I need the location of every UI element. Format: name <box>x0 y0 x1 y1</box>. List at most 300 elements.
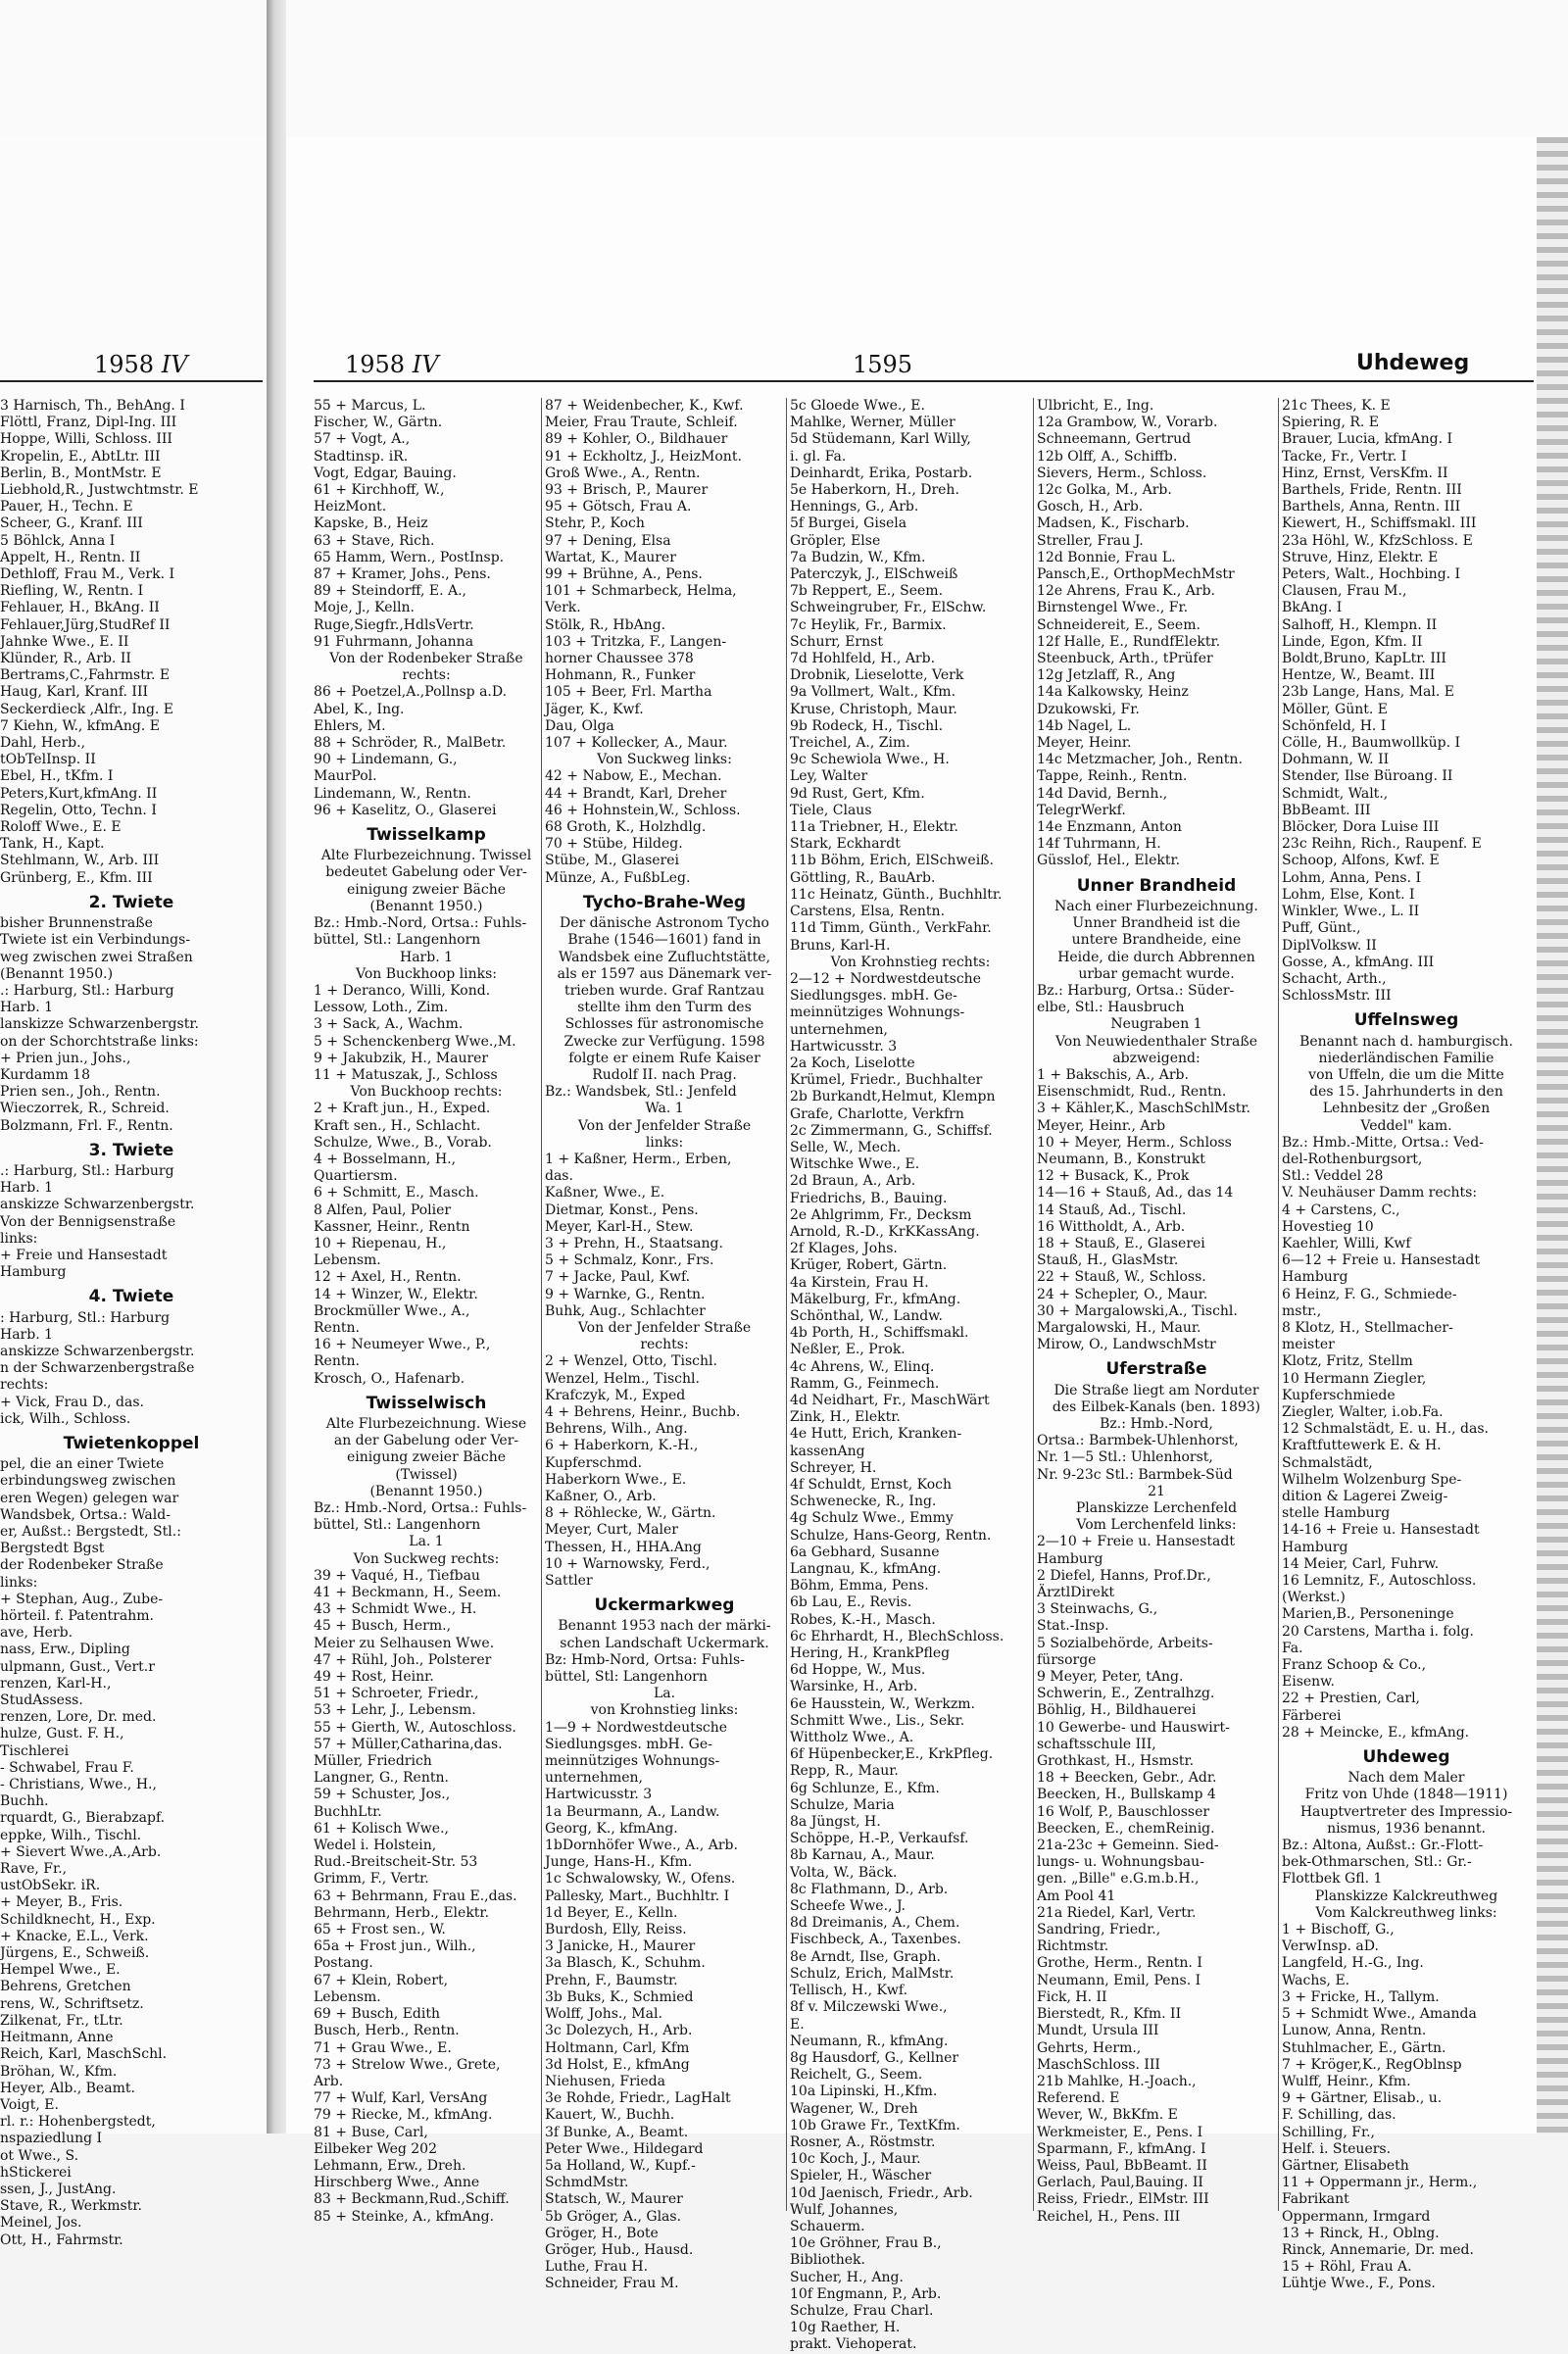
entry-line: Ott, H., Fahrmstr. <box>0 2231 123 2248</box>
entry-line: Kraft sen., H., Schlacht. <box>314 1117 481 1134</box>
street-note: (Benannt 1950.) <box>369 1483 483 1499</box>
entry-line: 41 + Beckmann, H., Seem. <box>314 1585 502 1601</box>
entry-line: Meyer, Karl-H., Stew. <box>545 1218 694 1235</box>
entry-line: Hamburg <box>1282 1539 1348 1555</box>
entry-line: Kiewert, H., Schiffsmakl. III <box>1282 515 1477 532</box>
entry-line: weg zwischen zwei Straßen <box>0 949 193 965</box>
entry-line: 12b Olff, A., Schiffb. <box>1037 448 1178 465</box>
street-note: Von Suckweg links: <box>597 752 732 768</box>
entry-line: Harb. 1 <box>0 1326 54 1343</box>
entry-line: 45 + Busch, Herm., <box>314 1618 452 1635</box>
street-note: Die Straße liegt am Norduter <box>1054 1382 1259 1398</box>
entry-line: Burdosh, Elly, Reiss. <box>545 1922 687 1938</box>
entry-line: Lebensm. <box>314 1988 381 2005</box>
entry-line: 1d Beyer, E., Kelln. <box>545 1904 678 1921</box>
entry-line: : Harburg, Stl.: Harburg <box>0 1309 171 1326</box>
entry-line: 55 + Marcus, L. <box>314 398 426 414</box>
entry-line: Eisenw. <box>1282 1674 1335 1691</box>
entry-line: Bz.: Hmb.-Nord, Ortsa.: Fuhls- <box>314 915 527 932</box>
entry-line: Behrens, Wilh., Ang. <box>545 1421 688 1438</box>
entry-line: 4 + Carstens, C., <box>1282 1202 1400 1218</box>
entry-line: erbindungsweg zwischen <box>0 1473 176 1490</box>
entry-line: eppke, Wilh., Tischl. <box>0 1827 142 1843</box>
street-note: rechts: <box>640 1337 689 1353</box>
entry-line: Dietmar, Konst., Pens. <box>545 1202 699 1218</box>
entry-line: 86 + Poetzel,A.,Pollnsp a.D. <box>314 684 508 701</box>
entry-line: Bergstedt Bgst <box>0 1541 105 1557</box>
street-note: Von Neuwiedenthaler Straße <box>1054 1033 1258 1050</box>
entry-line: 51 + Schroeter, Friedr., <box>314 1686 479 1702</box>
entry-line: 12e Ahrens, Frau K., Arb. <box>1037 583 1215 600</box>
right-header-year: 1958 <box>345 351 406 378</box>
entry-line: Niehusen, Frieda <box>545 2073 665 2089</box>
entry-line: Ebel, H., tKfm. I <box>0 768 114 785</box>
entry-line: E. <box>790 2016 805 2033</box>
entry-line: 11d Timm, Günth., VerkFahr. <box>790 920 992 937</box>
entry-line: Schmalstädt, <box>1282 1454 1373 1471</box>
entry-line: Robes, K.-H., Masch. <box>790 1611 936 1628</box>
entry-line: rl. r.: Hohenbergstedt, <box>0 2114 156 2131</box>
entry-line: 2 + Wenzel, Otto, Tischl. <box>545 1353 717 1370</box>
entry-line: Hennings, G., Arb. <box>790 499 919 515</box>
entry-line: Mundt, Ursula III <box>1037 2023 1159 2039</box>
entry-line: Harb. 1 <box>0 1000 54 1016</box>
entry-line: lungs- u. Wohnungsbau- <box>1037 1854 1204 1871</box>
entry-line: 9b Rodeck, H., Tischl. <box>790 717 944 734</box>
entry-line: 49 + Rost, Heinr. <box>314 1669 434 1686</box>
entry-line: Rosner, A., Röstmstr. <box>790 2133 936 2150</box>
street-heading: Uffelnsweg <box>1353 1010 1459 1031</box>
entry-line: Bz: Hmb-Nord, Ortsa: Fuhls- <box>545 1651 745 1668</box>
street-heading: 4. Twiete <box>88 1287 174 1307</box>
entry-line: 10f Engmann, P., Arb. <box>790 2285 942 2302</box>
entry-line: 3 Harnisch, Th., BehAng. I <box>0 398 185 414</box>
entry-line: Stender, Ilse Büroang. II <box>1282 768 1453 785</box>
entry-line: Langfeld, H.-G., Ing. <box>1282 1955 1424 1972</box>
entry-line: 5 + Schenckenberg Wwe.,M. <box>314 1033 516 1050</box>
entry-line: Bruns, Karl-H. <box>790 937 891 954</box>
entry-line: renzen, Karl-H., <box>0 1675 112 1692</box>
entry-line: Witschke Wwe., E. <box>790 1156 920 1173</box>
entry-line: Cölle, H., Baumwollküp. I <box>1282 735 1461 752</box>
entry-line: Ramm, G., Feinmech. <box>790 1375 940 1392</box>
entry-line: 21a Riedel, Karl, Vertr. <box>1037 1904 1197 1921</box>
entry-line: Verk. <box>545 600 581 616</box>
entry-line: ot Wwe., S. <box>0 2147 79 2164</box>
entry-line: + Prien jun., Johs., <box>0 1050 131 1066</box>
entry-line: 18 + Stauß, E., Glaserei <box>1037 1235 1205 1251</box>
entry-line: Kropelin, E., AbtLtr. III <box>0 448 161 465</box>
street-note: Wandsbek eine Zufluchtstätte, <box>558 949 771 965</box>
entry-line: 97 + Dening, Elsa <box>545 532 671 549</box>
entry-line: SchmdMstr. <box>545 2175 629 2191</box>
entry-line: 99 + Brühne, A., Pens. <box>545 566 703 583</box>
street-note: Von der Jenfelder Straße <box>577 1319 752 1336</box>
entry-line: + Sievert Wwe.,A.,Arb. <box>0 1843 162 1860</box>
entry-line: Lohm, Anna, Pens. I <box>1282 869 1422 886</box>
entry-line: Grünberg, E., Kfm. III <box>0 869 153 886</box>
entry-line: 39 + Vaqué, H., Tiefbau <box>314 1567 480 1584</box>
street-note: Von Buckhoop links: <box>356 965 497 982</box>
entry-line: 3a Blasch, K., Schuhm. <box>545 1955 706 1972</box>
street-heading: Twisselwisch <box>366 1393 487 1413</box>
entry-line: + Meyer, B., Fris. <box>0 1894 123 1911</box>
entry-line: Postang. <box>314 1955 373 1972</box>
entry-line: 7d Hohlfeld, H., Arb. <box>790 651 936 667</box>
entry-line: 69 + Busch, Edith <box>314 2006 440 2023</box>
entry-line: Schmidt, Walt., <box>1282 785 1389 802</box>
entry-line: Pansch,E., OrthopMechMstr <box>1037 566 1235 583</box>
entry-line: Lühtje Wwe., F., Pons. <box>1282 2276 1436 2292</box>
entry-line: Tischlerei <box>0 1742 70 1759</box>
entry-line: 63 + Behrmann, Frau E.,das. <box>314 1888 517 1904</box>
street-note: stellte ihm den Turm des <box>577 1000 752 1016</box>
entry-line: 96 + Kaselitz, O., Glaserei <box>314 802 497 818</box>
street-note: Von Buckhoop rechts: <box>350 1084 503 1101</box>
entry-line: Münze, A., FußbLeg. <box>545 869 691 886</box>
entry-line: Scheer, G., Kranf. III <box>0 515 143 532</box>
entry-line: 21b Mahlke, H.-Joach., <box>1037 2073 1197 2089</box>
entry-line: bisher Brunnenstraße <box>0 915 153 932</box>
entry-line: Fischer, W., Gärtn. <box>314 415 443 431</box>
entry-line: Dau, Olga <box>545 717 614 734</box>
entry-line: Pauer, H., Techn. E <box>0 499 133 515</box>
street-heading: 3. Twiete <box>88 1140 174 1160</box>
entry-line: 10 Gewerbe- und Hauswirt- <box>1037 1719 1230 1736</box>
entry-line: 11 + Oppermann jr., Herm., <box>1282 2175 1478 2191</box>
entry-line: 8f v. Milczewski Wwe., <box>790 1999 948 2016</box>
entry-line: ustObSekr. iR. <box>0 1878 101 1894</box>
street-heading: Unner Brandheid <box>1076 875 1237 896</box>
entry-line: kassenAng <box>790 1443 865 1459</box>
entry-line: Mahlke, Werner, Müller <box>790 415 956 431</box>
entry-line: 43 + Schmidt Wwe., H. <box>314 1601 477 1618</box>
entry-line: Schauerm. <box>790 2218 865 2234</box>
entry-line: 2—10 + Freie u. Hansestadt <box>1037 1534 1235 1550</box>
entry-line: Linde, Egon, Kfm. II <box>1282 633 1423 650</box>
entry-line: Von der Bennigsenstraße <box>0 1213 176 1230</box>
entry-line: 63 + Stave, Rich. <box>314 532 435 549</box>
street-note: schen Landschaft Uckermark. <box>560 1635 769 1651</box>
entry-line: 91 Fuhrmann, Johanna <box>314 633 474 650</box>
entry-line: 42 + Nabow, E., Mechan. <box>545 768 722 785</box>
entry-line: 1a Beurmann, A., Landw. <box>545 1803 720 1820</box>
entry-line: 5c Gloede Wwe., E. <box>790 398 925 414</box>
page-number: 1595 <box>853 351 913 378</box>
entry-line: Beecken, H., Bullskamp 4 <box>1037 1787 1216 1803</box>
entry-line: Carstens, Elsa, Rentn. <box>790 904 946 920</box>
entry-line: Deinhardt, Erika, Postarb. <box>790 465 973 481</box>
entry-line: Stehr, P., Koch <box>545 515 645 532</box>
entry-line: Steenbuck, Arth., tPrüfer <box>1037 651 1213 667</box>
entry-line: 12a Grambow, W., Vorarb. <box>1037 415 1218 431</box>
entry-line: nass, Erw., Dipling <box>0 1642 130 1658</box>
street-note: niederländischen Familie <box>1318 1050 1494 1066</box>
entry-line: 6c Ehrhardt, H., BlechSchloss. <box>790 1628 1004 1644</box>
entry-line: stelle Hamburg <box>1282 1505 1391 1522</box>
entry-line: 90 + Lindemann, G., <box>314 752 458 768</box>
entry-line: Bolzmann, Frl. F., Rentn. <box>0 1117 173 1134</box>
street-note: Nach dem Maler <box>1348 1770 1465 1787</box>
entry-line: Lebensm. <box>314 1252 381 1269</box>
street-heading: Twisselkamp <box>367 825 486 846</box>
entry-line: Haug, Karl, Kranf. III <box>0 684 148 701</box>
entry-line: unternehmen, <box>545 1770 643 1787</box>
entry-line: 4f Schuldt, Ernst, Koch <box>790 1477 952 1493</box>
entry-line: 101 + Schmarbeck, Helma, <box>545 583 737 600</box>
entry-line: Madsen, K., Fischarb. <box>1037 515 1190 532</box>
street-note: Veddel" kam. <box>1360 1117 1452 1134</box>
entry-line: 10e Gröhner, Frau B., <box>790 2235 942 2252</box>
entry-line: 107 + Kollecker, A., Maur. <box>545 735 728 752</box>
street-note: La. <box>653 1686 676 1702</box>
entry-line: Gehrts, Herm., <box>1037 2039 1142 2056</box>
entry-line: tObTelInsp. II <box>0 752 96 768</box>
entry-line: 81 + Buse, Carl, <box>314 2124 428 2140</box>
entry-line: 12 Schmalstädt, E. u. H., das. <box>1282 1421 1489 1438</box>
entry-line: ick, Wilh., Schloss. <box>0 1410 131 1427</box>
entry-line: HeizMont. <box>314 499 387 515</box>
entry-line: 70 + Stübe, Hildeg. <box>545 836 683 853</box>
entry-line: Fick, H. II <box>1037 1988 1107 2005</box>
right-header-volume: IV <box>412 351 439 378</box>
entry-line: 23a Höhl, W., KfzSchloss. E <box>1282 532 1473 549</box>
street-note: Schlosses für astronomische <box>564 1016 764 1033</box>
right-page <box>286 137 1550 2353</box>
entry-line: links: <box>0 1574 38 1591</box>
entry-line: Meier, Frau Traute, Schleif. <box>545 415 738 431</box>
entry-line: 105 + Beer, Frl. Martha <box>545 684 712 701</box>
left-page <box>0 137 267 2248</box>
entry-line: Bz.: Altona, Außst.: Gr.-Flott- <box>1282 1838 1484 1854</box>
entry-line: Gärtner, Elisabeth <box>1282 2157 1409 2174</box>
entry-line: Sucher, H., Ang. <box>790 2269 904 2285</box>
entry-line: 8a Jüngst, H. <box>790 1814 881 1831</box>
entry-line: + Freie und Hansestadt <box>0 1247 168 1263</box>
column-divider-4 <box>1278 398 1279 2211</box>
entry-line: Heyer, Alb., Beamt. <box>0 2080 135 2096</box>
entry-line: Flottbek Gfl. 1 <box>1282 1871 1383 1888</box>
entry-line: fürsorge <box>1037 1651 1097 1668</box>
entry-line: 89 + Kohler, O., Bildhauer <box>545 431 728 448</box>
entry-line: Prehn, F., Baumstr. <box>545 1972 678 1988</box>
entry-line: Färberei <box>1282 1707 1342 1724</box>
entry-line: 4d Neidhart, Fr., MaschWärt <box>790 1392 990 1408</box>
entry-line: Tiele, Claus <box>790 802 872 818</box>
directory-column-4 <box>1037 398 1276 2226</box>
entry-line: Lunow, Anna, Rentn. <box>1282 2023 1427 2039</box>
entry-line: 21c Thees, K. E <box>1282 398 1391 414</box>
entry-line: 8d Dreimanis, A., Chem. <box>790 1915 960 1932</box>
entry-line: 24 + Schepler, O., Maur. <box>1037 1286 1208 1302</box>
entry-line: Arnold, R.-D., KrKKassAng. <box>790 1223 980 1240</box>
entry-line: MaschSchloss. III <box>1037 2056 1160 2073</box>
entry-line: Dahl, Herb., <box>0 735 86 752</box>
entry-line: BkAng. I <box>1282 600 1343 616</box>
entry-line: Krosch, O., Hafenarb. <box>314 1370 466 1387</box>
entry-line: Wachs, E. <box>1282 1972 1350 1988</box>
entry-line: 3 + Prehn, H., Staatsang. <box>545 1235 723 1251</box>
entry-line: Sandring, Friedr., <box>1037 1922 1161 1938</box>
entry-line: 16 + Neumeyer Wwe., P., <box>314 1337 491 1353</box>
entry-line: DiplVolksw. II <box>1282 937 1377 954</box>
entry-line: 21a-23c + Gemeinn. Sied- <box>1037 1838 1219 1854</box>
entry-line: meinnütziges Wohnungs- <box>545 1753 720 1770</box>
entry-line: Müller, Friedrich <box>314 1753 432 1770</box>
entry-line: 1c Schwalowsky, W., Ofens. <box>545 1871 736 1888</box>
entry-line: Wenzel, Helm., Tischl. <box>545 1370 700 1387</box>
entry-line: 18 + Beecken, Gebr., Adr. <box>1037 1770 1217 1787</box>
entry-line: Buhk, Aug., Schlachter <box>545 1302 706 1319</box>
street-note: Neugraben 1 <box>1110 1016 1202 1033</box>
entry-line: 22 + Prestien, Carl, <box>1282 1691 1421 1707</box>
entry-line: Barthels, Fride, Rentn. III <box>1282 482 1462 499</box>
entry-line: Busch, Herb., Rentn. <box>314 2023 460 2039</box>
column-divider-1 <box>541 398 542 2211</box>
entry-line: Dethloff, Frau M., Verk. I <box>0 566 175 583</box>
left-header-volume: IV <box>161 351 188 378</box>
entry-line: Hovestieg 10 <box>1282 1218 1374 1235</box>
entry-line: Riefling, W., Rentn. I <box>0 583 144 600</box>
entry-line: Schweingruber, Fr., ElSchw. <box>790 600 987 616</box>
entry-line: Kupferschmiede <box>1282 1387 1396 1403</box>
street-note: an der Gabelung oder Ver- <box>333 1433 519 1449</box>
entry-line: 3 Janicke, H., Maurer <box>545 1938 696 1955</box>
entry-line: Schoop, Alfons, Kwf. E <box>1282 853 1440 869</box>
entry-line: Schilling, Fr., <box>1282 2124 1376 2140</box>
page-edge <box>1537 137 1568 2133</box>
entry-line: MaurPol. <box>314 768 377 785</box>
street-heading: 2. Twiete <box>88 892 174 912</box>
entry-line: Stadtinsp. iR. <box>314 448 409 465</box>
entry-line: - Christians, Wwe., H., <box>0 1777 157 1793</box>
entry-line: Gröger, Hub., Hausd. <box>545 2241 694 2258</box>
entry-line: on der Schorchtstraße links: <box>0 1033 199 1050</box>
street-note: rechts: <box>402 667 451 684</box>
entry-line: 65 + Frost sen., W. <box>314 1922 446 1938</box>
entry-line: 5 Böhlck, Anna I <box>0 532 116 549</box>
entry-line: Bröhan, W., Kfm. <box>0 2063 118 2080</box>
entry-line: 7b Reppert, E., Seem. <box>790 583 944 600</box>
entry-line: Nr. 1—5 Stl.: Uhlenhorst, <box>1037 1449 1213 1466</box>
street-heading: Twietenkoppel <box>63 1433 200 1453</box>
entry-line: 10g Raether, H. <box>790 2320 901 2336</box>
entry-line: Schwenecke, R., Ing. <box>790 1494 937 1510</box>
entry-line: 9d Rust, Gert, Kfm. <box>790 785 925 802</box>
entry-line: Winkler, Wwe., L. II <box>1282 904 1420 920</box>
entry-line: Zink, H., Elektr. <box>790 1409 901 1426</box>
left-page-header <box>94 351 188 378</box>
entry-line: Werkmeister, E., Pens. I <box>1037 2124 1203 2140</box>
entry-line: Neßler, E., Prok. <box>790 1342 906 1358</box>
entry-line: Rave, Fr., <box>0 1861 68 1878</box>
entry-line: schaftsschule III, <box>1037 1736 1156 1752</box>
entry-line: das. <box>545 1168 573 1185</box>
entry-line: Puff, Günt., <box>1282 920 1361 937</box>
entry-line: Twiete ist ein Verbindungs- <box>0 932 191 949</box>
entry-line: Rinck, Annemarie, Dr. med. <box>1282 2241 1474 2258</box>
entry-line: Gröger, H., Bote <box>545 2225 659 2241</box>
street-note: des Eilbek-Kanals (ben. 1893) <box>1052 1398 1261 1415</box>
entry-line: 2f Klages, Johs. <box>790 1241 898 1257</box>
entry-line: StudAssess. <box>0 1692 83 1709</box>
entry-line: Weiss, Paul, BbBeamt. II <box>1037 2157 1207 2174</box>
entry-line: Liebhold,R., Justwchtmstr. E <box>0 482 199 499</box>
entry-line: 8b Karnau, A., Maur. <box>790 1847 935 1864</box>
street-note: bedeutet Gabelung oder Ver- <box>325 864 527 881</box>
entry-line: meinnütziges Wohnungs- <box>790 1005 965 1021</box>
column-divider-2 <box>786 398 787 2211</box>
street-note: von Krohnstieg links: <box>590 1702 739 1719</box>
entry-line: 4e Hutt, Erich, Kranken- <box>790 1426 962 1443</box>
entry-line: renzen, Lore, Dr. med. <box>0 1709 157 1726</box>
entry-line: 2a Koch, Liselotte <box>790 1054 915 1071</box>
street-note: Von Suckweg rechts: <box>353 1550 500 1567</box>
entry-line: 3b Buks, K., Schmied <box>545 1988 694 2005</box>
entry-line: 73 + Strelow Wwe., Grete, <box>314 2056 501 2073</box>
entry-line: Vogt, Edgar, Bauing. <box>314 465 457 481</box>
entry-line: Krümel, Friedr., Buchhalter <box>790 1072 983 1089</box>
entry-line: 9 + Gärtner, Elisab., u. <box>1282 2090 1443 2107</box>
street-note: Alte Flurbezeichnung. Twissel <box>320 848 532 864</box>
entry-line: Arb. <box>314 2073 344 2089</box>
entry-line: Neumann, B., Konstrukt <box>1037 1151 1205 1167</box>
entry-line: 3f Bunke, A., Beamt. <box>545 2124 689 2140</box>
entry-line: Wittholz Wwe., A. <box>790 1730 914 1746</box>
entry-line: Ulbricht, E., Ing. <box>1037 398 1154 414</box>
left-page-column <box>0 398 263 2249</box>
street-note: Hauptvertreter des Impressio- <box>1299 1803 1513 1820</box>
entry-line: nspaziedlung I <box>0 2131 103 2147</box>
entry-line: 8e Arndt, Ilse, Graph. <box>790 1948 941 1965</box>
entry-line: 2—12 + Nordwestdeutsche <box>790 970 981 987</box>
street-note: Benannt nach d. hamburgisch. <box>1299 1033 1513 1050</box>
entry-line: 23b Lange, Hans, Mal. E <box>1282 684 1454 701</box>
street-note: (Benannt 1950.) <box>369 898 483 914</box>
entry-line: büttel, Stl: Langenhorn <box>545 1669 708 1686</box>
entry-line: Junge, Hans-H., Kfm. <box>545 1854 693 1871</box>
entry-line: 14f Tuhrmann, H. <box>1037 836 1161 853</box>
entry-line: 9c Schewiola Wwe., H. <box>790 752 950 768</box>
entry-line: + Vick, Frau D., das. <box>0 1394 144 1410</box>
entry-line: Brauer, Lucia, kfmAng. I <box>1282 431 1453 448</box>
entry-line: 8 + Röhlecke, W., Gärtn. <box>545 1505 716 1522</box>
entry-line: 3 + Sack, A., Wachm. <box>314 1016 464 1033</box>
entry-line: Haberkorn Wwe., E. <box>545 1471 687 1488</box>
entry-line: Schneider, Frau M. <box>545 2276 679 2292</box>
street-note: Planskizze Kalckreuthweg <box>1314 1888 1498 1904</box>
entry-line: 9a Vollmert, Walt., Kfm. <box>790 684 956 701</box>
entry-line: 11a Triebner, H., Elektr. <box>790 819 958 836</box>
entry-line: (Werkst.) <box>1282 1590 1346 1606</box>
entry-line: Mirow, O., LandwschMstr <box>1037 1337 1216 1353</box>
street-note: links: <box>645 1134 684 1151</box>
entry-line: 7a Budzin, W., Kfm. <box>790 549 926 565</box>
entry-line: 3c Dolezych, H., Arb. <box>545 2023 693 2039</box>
entry-line: Böhlig, H., Bildhauerei <box>1037 1702 1197 1719</box>
entry-line: Siedlungsges. mbH. Ge- <box>545 1736 712 1752</box>
entry-line: büttel, Stl.: Langenhorn <box>314 1517 481 1534</box>
entry-line: Margalowski, H., Maur. <box>1037 1319 1201 1336</box>
entry-line: Böhm, Emma, Pens. <box>790 1578 929 1594</box>
entry-line: Tacke, Fr., Vertr. I <box>1282 448 1407 465</box>
entry-line: 7 + Kröger,K., RegOblnsp <box>1282 2056 1462 2073</box>
entry-line: Meyer, Heinr. <box>1037 735 1132 752</box>
entry-line: 16 Lemnitz, F., Autoschloss. <box>1282 1573 1477 1590</box>
entry-line: 14e Enzmann, Anton <box>1037 819 1182 836</box>
entry-line: 2c Zimmermann, G., Schiffsf. <box>790 1122 993 1139</box>
street-note: von Uffeln, die um die Mitte <box>1308 1066 1504 1083</box>
